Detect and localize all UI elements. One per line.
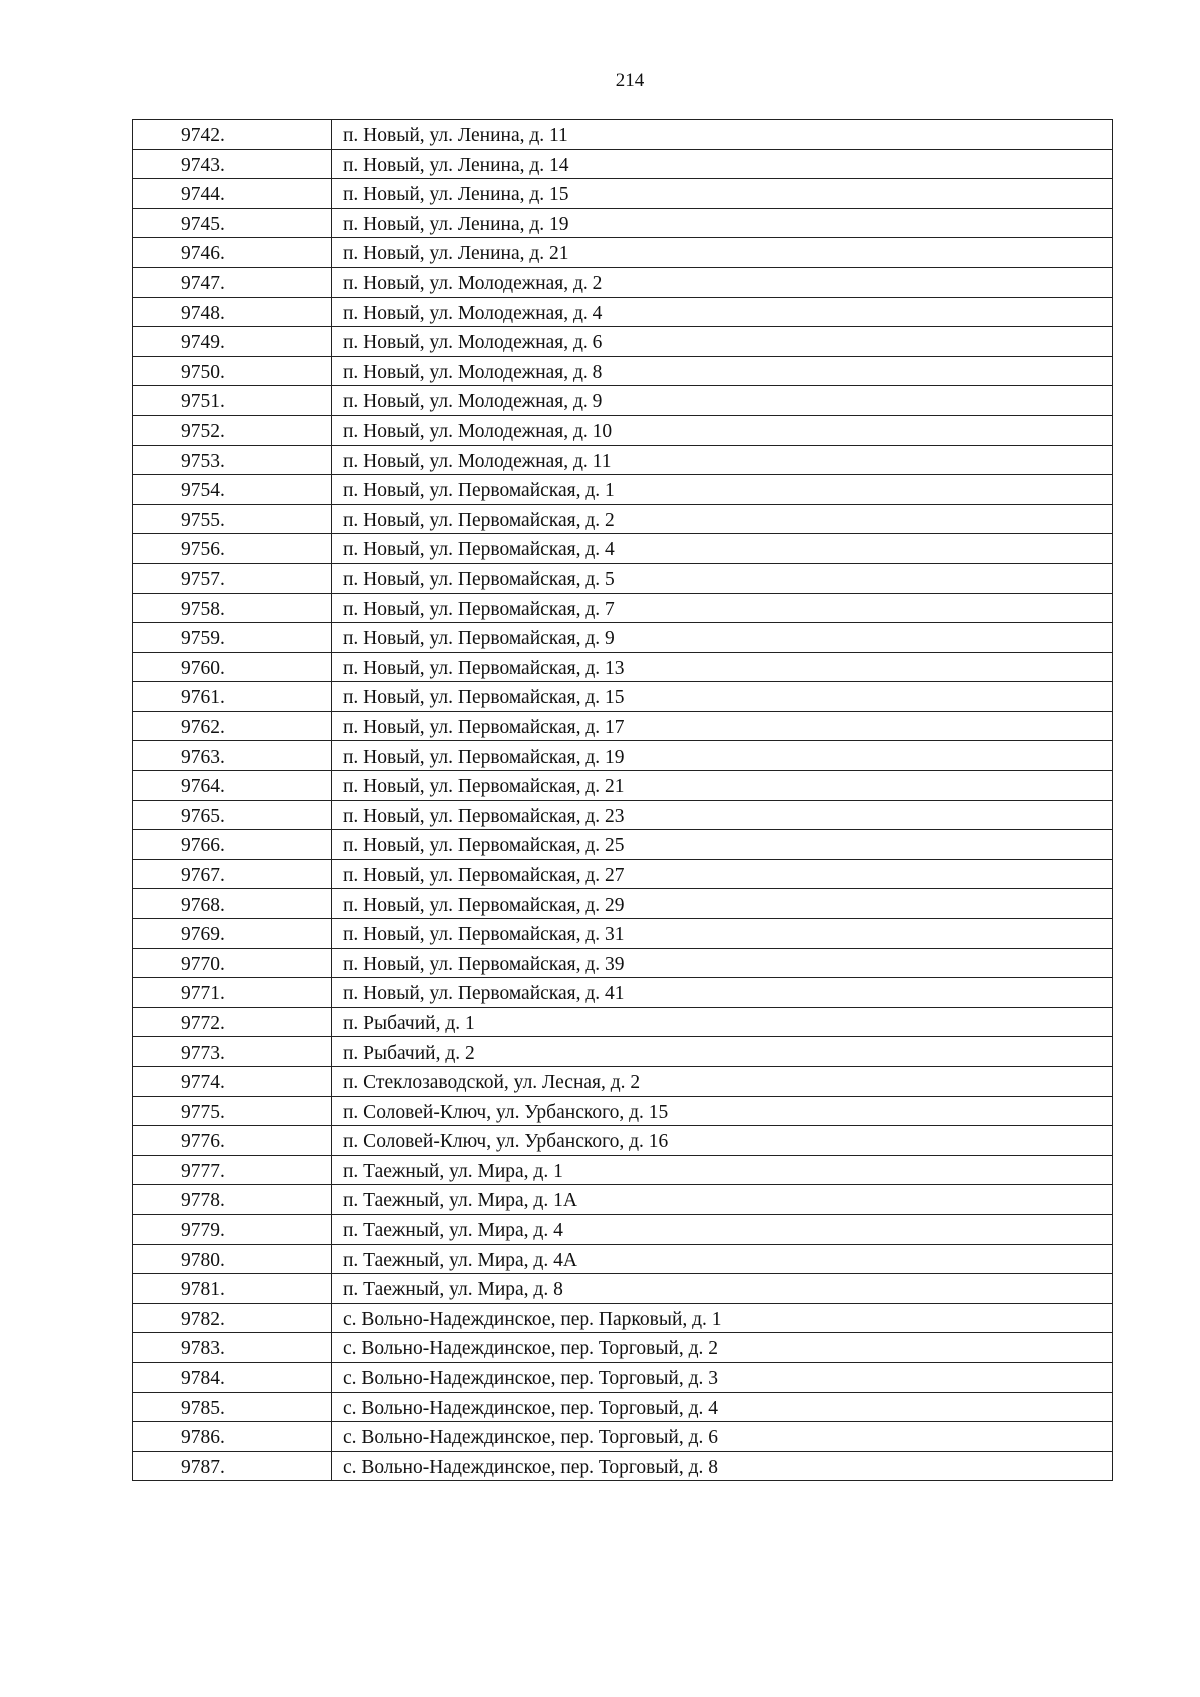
row-address: п. Новый, ул. Первомайская, д. 41 [332, 978, 1113, 1008]
row-number: 9784. [133, 1362, 332, 1392]
row-address: п. Новый, ул. Ленина, д. 15 [332, 179, 1113, 209]
row-address: п. Новый, ул. Молодежная, д. 9 [332, 386, 1113, 416]
row-number: 9746. [133, 238, 332, 268]
table-row [133, 1274, 1113, 1304]
row-number: 9774. [133, 1067, 332, 1097]
table-row [133, 859, 1113, 889]
row-number: 9761. [133, 682, 332, 712]
table-row [133, 919, 1113, 949]
table-row [133, 771, 1113, 801]
table-row [133, 1333, 1113, 1363]
row-number: 9754. [133, 475, 332, 505]
table-row [133, 1244, 1113, 1274]
row-number: 9744. [133, 179, 332, 209]
row-address: п. Соловей-Ключ, ул. Урбанского, д. 16 [332, 1126, 1113, 1156]
table-row [133, 800, 1113, 830]
row-address: п. Новый, ул. Молодежная, д. 2 [332, 267, 1113, 297]
table-row [133, 741, 1113, 771]
table-row [133, 948, 1113, 978]
row-address: п. Новый, ул. Ленина, д. 14 [332, 149, 1113, 179]
table-row [133, 120, 1113, 150]
row-address: п. Новый, ул. Первомайская, д. 21 [332, 771, 1113, 801]
row-address: п. Новый, ул. Молодежная, д. 11 [332, 445, 1113, 475]
row-number: 9787. [133, 1451, 332, 1481]
row-address: п. Таежный, ул. Мира, д. 1 [332, 1155, 1113, 1185]
row-address: п. Стеклозаводской, ул. Лесная, д. 2 [332, 1067, 1113, 1097]
table-row [133, 1007, 1113, 1037]
table-row [133, 327, 1113, 357]
row-address: п. Новый, ул. Первомайская, д. 7 [332, 593, 1113, 623]
row-address: п. Новый, ул. Первомайская, д. 1 [332, 475, 1113, 505]
row-number: 9758. [133, 593, 332, 623]
row-number: 9780. [133, 1244, 332, 1274]
row-address: п. Новый, ул. Молодежная, д. 10 [332, 415, 1113, 445]
row-number: 9750. [133, 356, 332, 386]
table-row [133, 415, 1113, 445]
table-row [133, 475, 1113, 505]
table-row [133, 149, 1113, 179]
table-row [133, 652, 1113, 682]
row-address: п. Новый, ул. Молодежная, д. 6 [332, 327, 1113, 357]
row-number: 9776. [133, 1126, 332, 1156]
row-address: с. Вольно-Надеждинское, пер. Торговый, д. 2 [332, 1333, 1113, 1363]
row-address: п. Новый, ул. Первомайская, д. 29 [332, 889, 1113, 919]
row-number: 9764. [133, 771, 332, 801]
table-row [133, 1303, 1113, 1333]
row-address: п. Таежный, ул. Мира, д. 4А [332, 1244, 1113, 1274]
table-row [133, 978, 1113, 1008]
row-number: 9773. [133, 1037, 332, 1067]
row-address: п. Новый, ул. Ленина, д. 19 [332, 208, 1113, 238]
row-number: 9778. [133, 1185, 332, 1215]
row-number: 9763. [133, 741, 332, 771]
row-number: 9747. [133, 267, 332, 297]
row-address: п. Новый, ул. Ленина, д. 11 [332, 120, 1113, 150]
table-row [133, 1185, 1113, 1215]
row-address: п. Новый, ул. Молодежная, д. 8 [332, 356, 1113, 386]
row-address: п. Новый, ул. Первомайская, д. 13 [332, 652, 1113, 682]
table-row [133, 682, 1113, 712]
row-address: п. Новый, ул. Первомайская, д. 9 [332, 623, 1113, 653]
table-row [133, 297, 1113, 327]
row-number: 9772. [133, 1007, 332, 1037]
table-row [133, 1037, 1113, 1067]
row-number: 9757. [133, 563, 332, 593]
table-row [133, 711, 1113, 741]
row-number: 9760. [133, 652, 332, 682]
row-number: 9783. [133, 1333, 332, 1363]
row-number: 9748. [133, 297, 332, 327]
row-address: п. Новый, ул. Первомайская, д. 27 [332, 859, 1113, 889]
row-address: п. Новый, ул. Первомайская, д. 4 [332, 534, 1113, 564]
table-row [133, 1214, 1113, 1244]
row-number: 9751. [133, 386, 332, 416]
row-address: с. Вольно-Надеждинское, пер. Торговый, д. 8 [332, 1451, 1113, 1481]
row-number: 9756. [133, 534, 332, 564]
table-row [133, 208, 1113, 238]
table-row [133, 267, 1113, 297]
table-row [133, 623, 1113, 653]
row-number: 9753. [133, 445, 332, 475]
row-number: 9755. [133, 504, 332, 534]
row-address: п. Рыбачий, д. 1 [332, 1007, 1113, 1037]
address-table-body [133, 120, 1113, 1481]
row-number: 9742. [133, 120, 332, 150]
table-row [133, 386, 1113, 416]
table-row [133, 179, 1113, 209]
row-number: 9769. [133, 919, 332, 949]
table-row [133, 1126, 1113, 1156]
row-number: 9743. [133, 149, 332, 179]
row-number: 9771. [133, 978, 332, 1008]
row-address: п. Новый, ул. Первомайская, д. 2 [332, 504, 1113, 534]
table-row [133, 830, 1113, 860]
table-row [133, 563, 1113, 593]
table-row [133, 445, 1113, 475]
table-row [133, 889, 1113, 919]
table-row [133, 1422, 1113, 1452]
row-number: 9768. [133, 889, 332, 919]
table-row [133, 1096, 1113, 1126]
table-row [133, 504, 1113, 534]
row-address: п. Соловей-Ключ, ул. Урбанского, д. 15 [332, 1096, 1113, 1126]
row-number: 9786. [133, 1422, 332, 1452]
row-number: 9745. [133, 208, 332, 238]
table-row [133, 1067, 1113, 1097]
row-number: 9770. [133, 948, 332, 978]
row-number: 9765. [133, 800, 332, 830]
row-number: 9775. [133, 1096, 332, 1126]
row-address: с. Вольно-Надеждинское, пер. Торговый, д. 6 [332, 1422, 1113, 1452]
row-address: п. Новый, ул. Молодежная, д. 4 [332, 297, 1113, 327]
page-number: 214 [615, 70, 645, 91]
row-address: с. Вольно-Надеждинское, пер. Торговый, д. 3 [332, 1362, 1113, 1392]
table-row [133, 534, 1113, 564]
row-number: 9749. [133, 327, 332, 357]
row-address: с. Вольно-Надеждинское, пер. Парковый, д. 1 [332, 1303, 1113, 1333]
table-row [133, 1451, 1113, 1481]
row-address: п. Новый, ул. Первомайская, д. 31 [332, 919, 1113, 949]
table-row [133, 593, 1113, 623]
row-number: 9759. [133, 623, 332, 653]
row-number: 9782. [133, 1303, 332, 1333]
row-address: п. Новый, ул. Первомайская, д. 23 [332, 800, 1113, 830]
row-number: 9779. [133, 1214, 332, 1244]
table-row [133, 238, 1113, 268]
table-row [133, 1392, 1113, 1422]
row-number: 9766. [133, 830, 332, 860]
row-number: 9785. [133, 1392, 332, 1422]
table-row [133, 356, 1113, 386]
row-address: п. Таежный, ул. Мира, д. 1А [332, 1185, 1113, 1215]
row-address: п. Рыбачий, д. 2 [332, 1037, 1113, 1067]
address-table [132, 119, 1113, 1481]
table-row [133, 1155, 1113, 1185]
row-address: п. Таежный, ул. Мира, д. 8 [332, 1274, 1113, 1304]
row-number: 9762. [133, 711, 332, 741]
row-address: п. Новый, ул. Первомайская, д. 15 [332, 682, 1113, 712]
row-number: 9767. [133, 859, 332, 889]
row-address: п. Новый, ул. Первомайская, д. 25 [332, 830, 1113, 860]
row-address: п. Новый, ул. Ленина, д. 21 [332, 238, 1113, 268]
row-address: п. Новый, ул. Первомайская, д. 19 [332, 741, 1113, 771]
row-number: 9777. [133, 1155, 332, 1185]
row-number: 9781. [133, 1274, 332, 1304]
row-address: п. Новый, ул. Первомайская, д. 5 [332, 563, 1113, 593]
row-address: п. Новый, ул. Первомайская, д. 39 [332, 948, 1113, 978]
row-address: п. Таежный, ул. Мира, д. 4 [332, 1214, 1113, 1244]
row-number: 9752. [133, 415, 332, 445]
table-row [133, 1362, 1113, 1392]
row-address: с. Вольно-Надеждинское, пер. Торговый, д. 4 [332, 1392, 1113, 1422]
row-address: п. Новый, ул. Первомайская, д. 17 [332, 711, 1113, 741]
